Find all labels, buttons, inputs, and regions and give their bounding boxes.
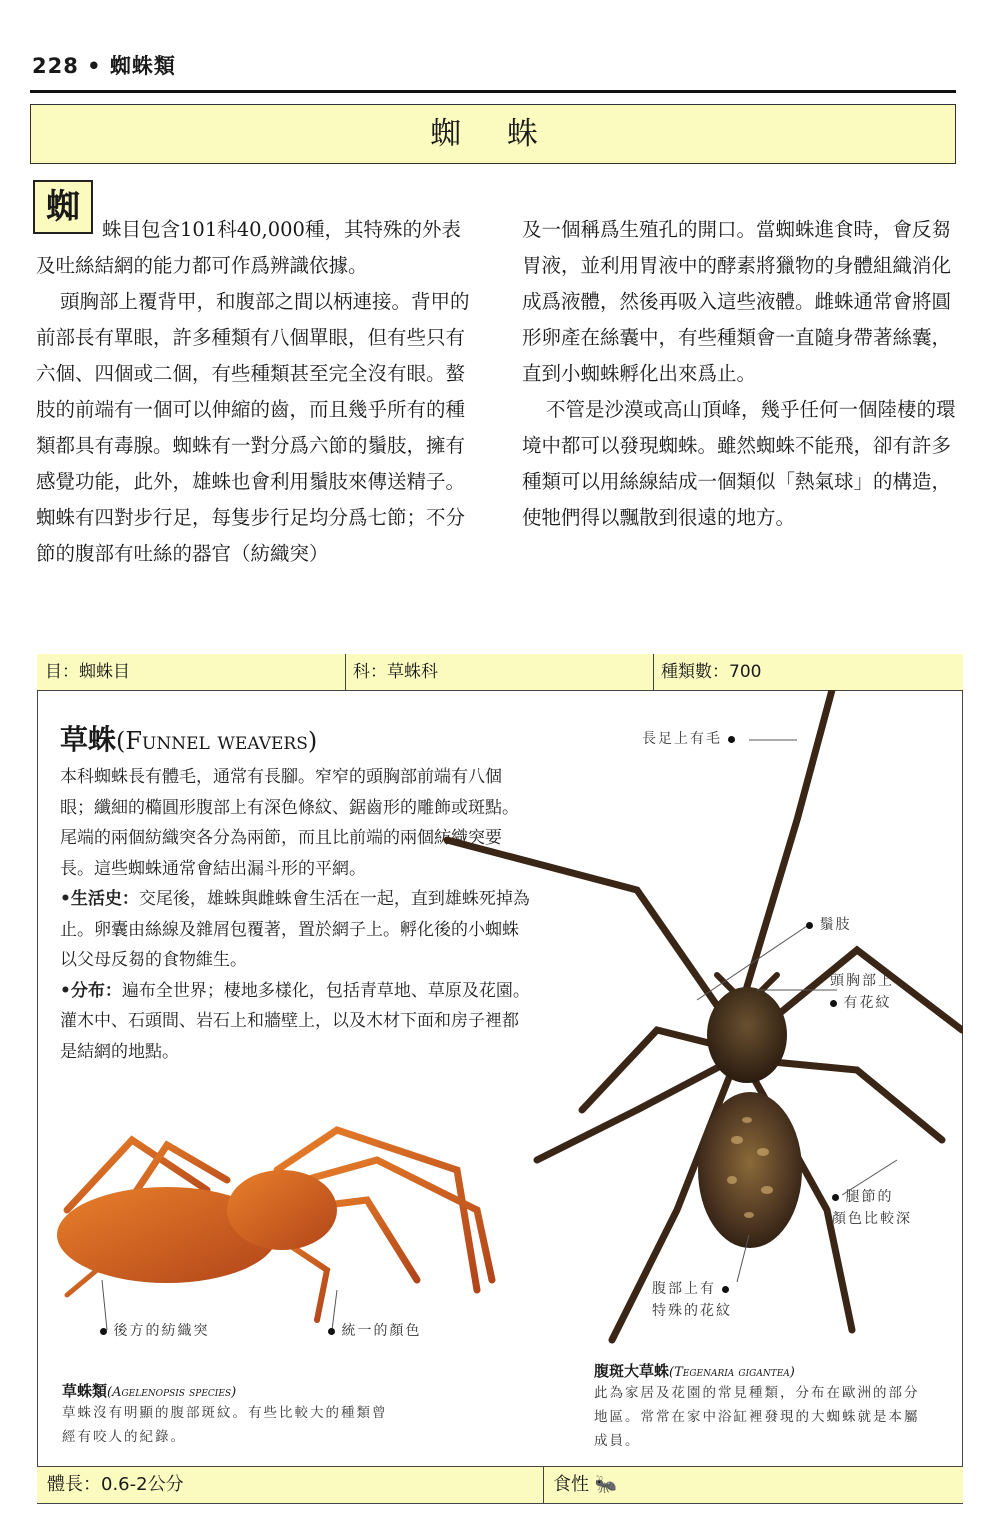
running-head: 228 • 蜘蛛類 [32,54,176,78]
paragraph: 不管是沙漠或高山頂峰，幾乎任何一個陸棲的環境中都可以發現蜘蛛。雖然蜘蛛不能飛，卻有許多種類可以用絲線結成一個類似「熱氣球」的構造，使牠們得以飄散到很遠的地方。 [522,398,956,529]
label-uniform-color: 統一的顏色 [328,1320,421,1342]
taxonomy-bar [37,654,963,691]
spider-illustrations [37,690,963,1466]
stats-bar [37,1466,963,1503]
species-count: 種類數：700 [661,662,762,682]
species-caption-agelenopsis: 草蛛類(Agelenopsis species) 草蛛沒有明顯的腹部斑紋。有些比較大的種類曾經有咬人的紀錄。 [62,1382,388,1445]
paragraph: 及一個稱爲生殖孔的開口。當蜘蛛進食時，會反芻胃液，並利用胃液中的酵素將獵物的身體組織消化成爲液體，然後再吸入這些液體。雌蛛通常會將圓形卵產在絲囊中，有些種類會一直隨身帶著絲囊，直到小蜘蛛孵化出來爲止。 [522,218,952,385]
paragraph: 頭胸部上覆背甲，和腹部之間以柄連接。背甲的前部長有單眼，許多種類有八個單眼，但有些只有六個、四個或二個，有些種類甚至完全沒有眼。螯肢的前端有一個可以伸縮的齒，而且幾乎所有的種類都具有毒腺。蜘蛛有一對分爲六節的鬚肢，擁有感覺功能，此外，雄蛛也會利用鬚肢來傳送精子。蜘蛛有四對步行足，每隻步行足均分爲七節；不分節的腹部有吐絲的器官（紡織突） [36,290,470,565]
family-title: 草蛛(Funnel weavers) [60,723,318,756]
giant-house-spider-illustration [447,690,962,1340]
label-abdomen-pattern: 腹部上有 特殊的花紋 [652,1281,732,1319]
insect-icon: 🐜 [594,1474,618,1495]
family-title-en: (Funnel weavers) [116,727,318,755]
article-column-1 [36,212,474,572]
page-title: 蜘 蛛 [430,116,556,152]
species-caption-tegenaria: 腹斑大草蛛(Tegenaria gigantea) 此為家居及花園的常見種類，分布在歐洲的部分地區。常常在家中浴缸裡發現的大蜘蛛就是本屬成員。 [594,1362,920,1449]
top-rule [30,90,956,93]
family-label: 科：草蛛科 [353,662,438,682]
label-leg-hair: 長足上有毛 [642,728,735,750]
diet-label: 食性 🐜 [553,1474,618,1495]
cephalothorax [707,987,787,1083]
abdomen [698,1092,802,1248]
label-leg-joint: 腿節的 顏色比較深 [832,1189,912,1227]
grass-spider-cephalothorax [227,1170,337,1250]
paragraph: 蛛目包含101科40,000種，其特殊的外表及吐絲結網的能力都可作爲辨識依據。 [36,218,461,277]
life-history: •生活史：交尾後，雄蛛與雌蛛會生活在一起，直到雄蛛死掉為止。卵囊由絲線及雜屑包覆著，置於網子上。孵化後的小蜘蛛以父母反芻的食物維生。 [60,889,530,970]
label-cephalothorax-pattern: 頭胸部上 有花紋 [830,973,894,1011]
body-length: 體長：0.6-2公分 [47,1474,184,1495]
order-label: 目：蜘蛛目 [45,662,130,682]
distribution: •分布：遍布全世界；棲地多樣化，包括青草地、草原及花園。灌木中、石頭間、岩石上和牆壁上，以及木材下面和房子裡都是結網的地點。 [60,980,530,1062]
label-spinneret: 後方的紡織突 [100,1320,209,1342]
label-palp: 鬚肢 [806,914,851,936]
title-box [30,104,956,164]
desc-paragraph: 本科蜘蛛長有體毛，通常有長腳。窄窄的頭胸部前端有八個眼；纖細的橢圓形腹部上有深色條紋、鋸齒形的雕飾或斑點。尾端的兩個紡織突各分為兩節，而且比前端的兩個紡織突要長。這些蜘蛛通常會結出漏斗形的平網。 [60,767,519,879]
article-column-2 [522,212,960,536]
drop-cap: 蜘 [33,180,93,234]
